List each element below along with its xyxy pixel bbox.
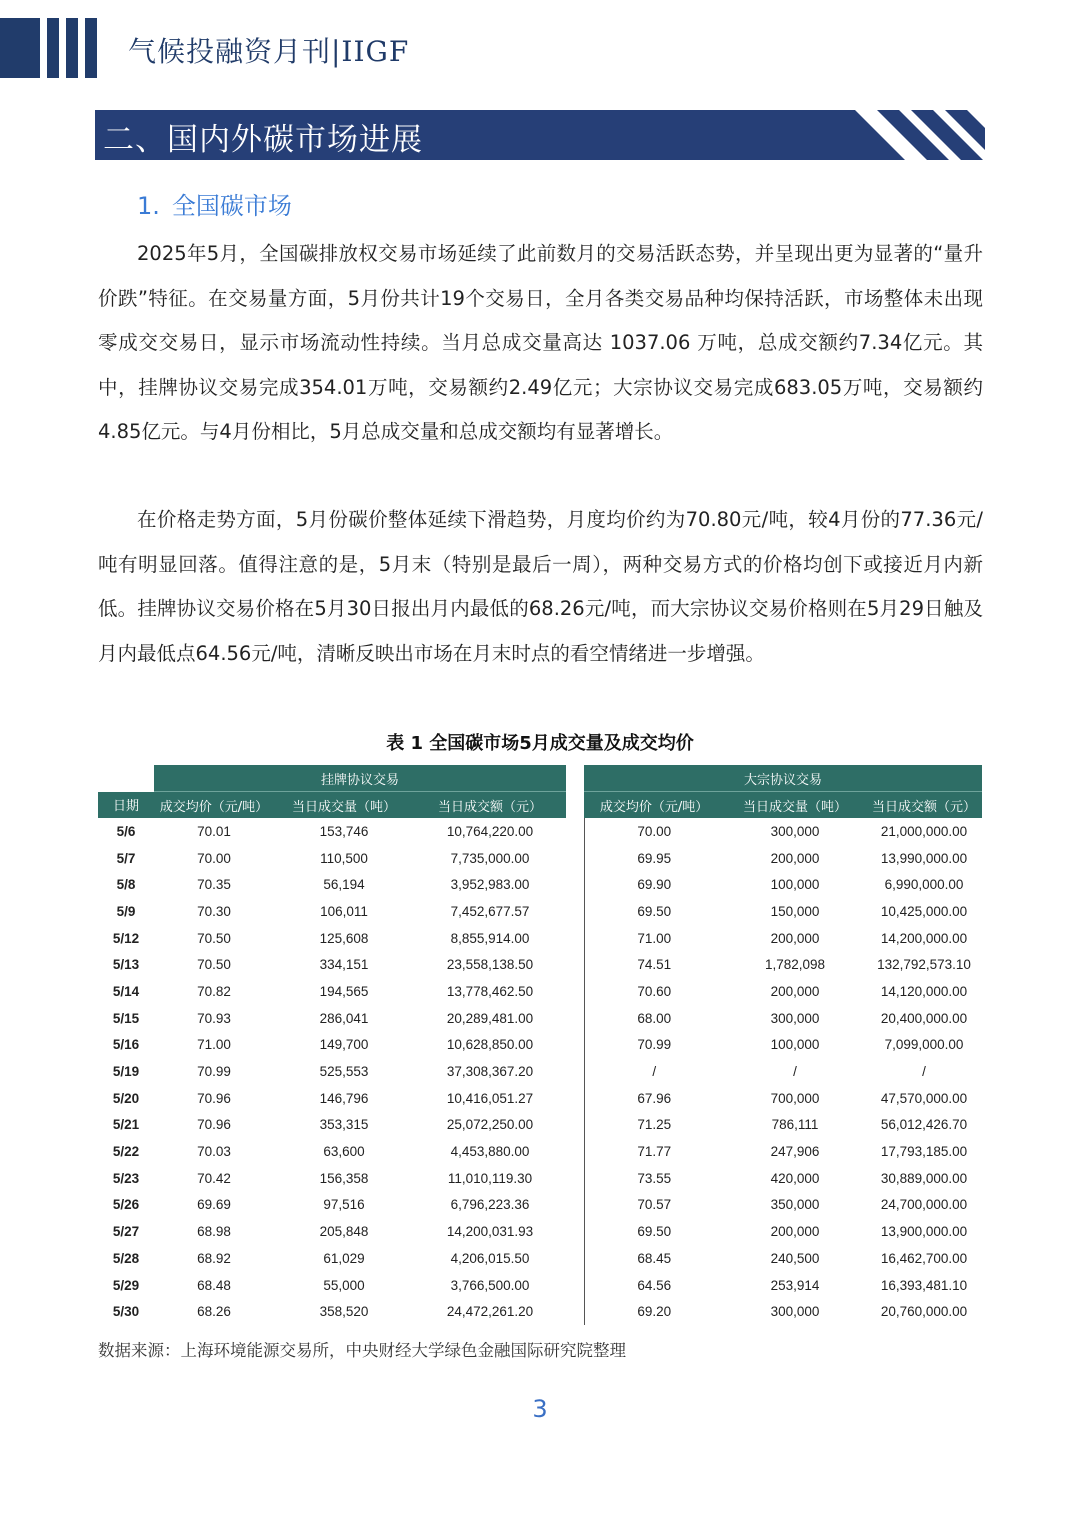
cell-listed-amount: 14,200,031.93: [446, 1224, 534, 1240]
cell-block-price: 70.57: [584, 1192, 724, 1219]
table-row: [98, 951, 982, 978]
cell-block-amount: 10,425,000.00: [880, 903, 968, 919]
cell-listed-amount: 20,289,481.00: [446, 1010, 534, 1026]
table-row: [98, 925, 982, 952]
cell-date: 5/12: [112, 930, 140, 946]
cell-block-amount: 13,990,000.00: [880, 850, 968, 866]
section-title: 二、国内外碳市场进展: [103, 122, 423, 158]
cell-block-amount: 7,099,000.00: [884, 1037, 964, 1053]
column-header-price: 成交均价（元/吨）: [584, 792, 724, 819]
cell-date: 5/26: [112, 1197, 140, 1213]
group-header-listed: 挂牌协议交易: [154, 765, 566, 792]
cell-listed-volume: 110,500: [320, 850, 368, 866]
cell-block-amount: 21,000,000.00: [880, 823, 968, 839]
cell-block-volume: 200,000: [770, 850, 820, 866]
cell-listed-amount: 13,778,462.50: [446, 983, 534, 999]
cell-block-amount: 17,793,185.00: [880, 1144, 968, 1160]
cell-listed-amount: 7,735,000.00: [450, 850, 530, 866]
cell-block-volume: 100,000: [770, 1037, 820, 1053]
page-number: 3: [532, 1395, 548, 1423]
cell-listed-volume: 56,194: [323, 877, 365, 893]
cell-block-volume: 1,782,098: [764, 957, 826, 973]
cell-block-amount: 20,760,000.00: [880, 1304, 968, 1320]
column-header-price: 成交均价（元/吨）: [154, 792, 274, 819]
cell-block-volume: 786,111: [771, 1117, 819, 1133]
cell-block-volume: 350,000: [770, 1197, 820, 1213]
cell-date: 5/28: [112, 1250, 140, 1266]
section-heading-bar: [95, 110, 985, 160]
cell-date: 5/9: [116, 903, 136, 919]
table-row: [98, 1272, 982, 1299]
table-row: [98, 978, 982, 1005]
cell-listed-price: 70.96: [197, 1090, 231, 1106]
cell-block-volume: 300,000: [770, 1010, 820, 1026]
cell-block-price: 68.00: [584, 1005, 724, 1032]
table-row: [98, 1085, 982, 1112]
stripe-decoration-icon: [855, 110, 985, 160]
cell-listed-amount: 25,072,250.00: [446, 1117, 534, 1133]
column-header-volume: 当日成交量（吨）: [724, 792, 866, 819]
cell-listed-amount: 7,452,677.57: [450, 903, 530, 919]
cell-block-price: 69.50: [584, 1218, 724, 1245]
cell-listed-volume: 146,796: [319, 1090, 369, 1106]
cell-listed-volume: 97,516: [323, 1197, 365, 1213]
cell-block-volume: 150,000: [770, 903, 820, 919]
cell-block-amount: 20,400,000.00: [880, 1010, 968, 1026]
cell-listed-volume: 61,029: [323, 1250, 365, 1266]
cell-block-volume: 253,914: [770, 1277, 820, 1293]
subsection-heading: [137, 186, 292, 221]
cell-listed-amount: 37,308,367.20: [446, 1064, 534, 1080]
cell-date: 5/13: [112, 957, 140, 973]
table-row: [98, 1218, 982, 1245]
cell-block-volume: 100,000: [770, 877, 820, 893]
cell-listed-volume: 149,700: [319, 1037, 369, 1053]
carbon-market-table: [98, 765, 982, 1325]
cell-listed-price: 70.03: [197, 1144, 231, 1160]
cell-listed-volume: 156,358: [319, 1170, 369, 1186]
cell-listed-price: 70.93: [197, 1010, 231, 1026]
cell-block-volume: 247,906: [770, 1144, 820, 1160]
cell-date: 5/14: [112, 983, 140, 999]
column-header-volume: 当日成交量（吨）: [274, 792, 414, 819]
cell-listed-volume: 358,520: [319, 1304, 369, 1320]
cell-block-price: 73.55: [584, 1165, 724, 1192]
cell-block-volume: /: [793, 1064, 797, 1080]
cell-block-amount: 16,462,700.00: [880, 1250, 968, 1266]
cell-block-price: 71.77: [584, 1138, 724, 1165]
cell-listed-amount: 10,764,220.00: [446, 823, 534, 839]
cell-block-price: 69.95: [584, 845, 724, 872]
cell-listed-price: 70.35: [197, 877, 231, 893]
cell-listed-amount: 3,766,500.00: [450, 1277, 530, 1293]
cell-listed-volume: 194,565: [319, 983, 369, 999]
cell-listed-price: 71.00: [197, 1037, 231, 1053]
cell-date: 5/29: [112, 1277, 140, 1293]
header-title: 气候投融资月刊|IIGF: [128, 35, 410, 68]
cell-date: 5/27: [112, 1224, 140, 1240]
cell-block-amount: 16,393,481.10: [880, 1277, 968, 1293]
cell-block-volume: 200,000: [770, 1224, 820, 1240]
cell-block-amount: 30,889,000.00: [880, 1170, 968, 1186]
paragraph-trading-volume: 2025年5月，全国碳排放权交易市场延续了此前数月的交易活跃态势，并呈现出更为显著的“量升价跌”特征。在交易量方面，5月份共计19个交易日，全月各类交易品种均保持活跃，市场整体未出现零成交交易日，显示市场流动性持续。当月总成交量高达 1037.06 万吨，总成交额约7.34亿元。其中，挂牌协议交易完成354.01万吨，交易额约2.49亿元；大宗协议交易完成683.05万吨，交易额约4.85亿元。与4月份相比，5月总成交量和总成交额均有显著增长。: [98, 242, 983, 443]
cell-block-price: 67.96: [584, 1085, 724, 1112]
cell-listed-price: 70.42: [197, 1170, 231, 1186]
cell-listed-volume: 55,000: [323, 1277, 365, 1293]
subsection-number: 1.: [137, 192, 160, 220]
cell-listed-price: 70.96: [197, 1117, 231, 1133]
cell-block-price: 71.00: [584, 925, 724, 952]
cell-block-price: 69.50: [584, 898, 724, 925]
cell-block-amount: 6,990,000.00: [884, 877, 964, 893]
table-row: [98, 1005, 982, 1032]
cell-listed-volume: 125,608: [319, 930, 369, 946]
table-row: [98, 1032, 982, 1059]
cell-date: 5/22: [112, 1144, 140, 1160]
paragraph-price-trend: 在价格走势方面，5月份碳价整体延续下滑趋势，月度均价约为70.80元/吨，较4月份的77.36元/吨有明显回落。值得注意的是，5月末（特别是最后一周），两种交易方式的价格均创下或接近月内新低。挂牌协议交易价格在5月30日报出月内最低的68.26元/吨，而大宗协议交易价格则在5月29日触及月内最低点64.56元/吨，清晰反映出市场在月末时点的看空情绪进一步增强。: [98, 508, 983, 665]
cell-listed-price: 68.98: [197, 1224, 231, 1240]
data-source-note: 数据来源：上海环境能源交易所，中央财经大学绿色金融国际研究院整理: [98, 1341, 626, 1360]
cell-block-price: 70.99: [584, 1032, 724, 1059]
cell-block-price: 68.45: [584, 1245, 724, 1272]
cell-listed-price: 68.48: [197, 1277, 231, 1293]
cell-block-price: 71.25: [584, 1112, 724, 1139]
column-header-amount: 当日成交额（元）: [414, 792, 566, 819]
cell-listed-volume: 334,151: [319, 957, 369, 973]
cell-listed-volume: 106,011: [320, 903, 368, 919]
cell-listed-volume: 205,848: [319, 1224, 369, 1240]
column-header-amount: 当日成交额（元）: [866, 792, 982, 819]
cell-listed-amount: 24,472,261.20: [446, 1304, 534, 1320]
cell-listed-amount: 8,855,914.00: [450, 930, 530, 946]
cell-listed-price: 70.00: [197, 850, 231, 866]
cell-listed-price: 70.50: [197, 930, 231, 946]
cell-block-volume: 200,000: [770, 983, 820, 999]
cell-block-price: 74.51: [584, 951, 724, 978]
cell-listed-volume: 286,041: [319, 1010, 369, 1026]
table-row: [98, 845, 982, 872]
column-header-date: 日期: [98, 792, 154, 819]
cell-listed-amount: 3,952,983.00: [450, 877, 530, 893]
cell-block-volume: 300,000: [770, 1304, 820, 1320]
cell-block-price: 64.56: [584, 1272, 724, 1299]
cell-block-volume: 200,000: [770, 930, 820, 946]
cell-date: 5/15: [112, 1010, 140, 1026]
cell-block-amount: 14,200,000.00: [880, 930, 968, 946]
cell-listed-amount: 23,558,138.50: [446, 957, 534, 973]
cell-block-amount: 132,792,573.10: [877, 957, 971, 973]
cell-block-price: 69.90: [584, 871, 724, 898]
cell-listed-amount: 10,416,051.27: [446, 1090, 534, 1106]
table-row: [98, 1192, 982, 1219]
cell-listed-amount: 4,453,880.00: [450, 1144, 530, 1160]
cell-date: 5/23: [112, 1170, 140, 1186]
cell-block-price: 69.20: [584, 1298, 724, 1325]
cell-block-price: /: [584, 1058, 724, 1085]
cell-listed-volume: 525,553: [319, 1064, 369, 1080]
table-row: [98, 1138, 982, 1165]
table-row: [98, 1245, 982, 1272]
header-decoration-bars: [0, 18, 100, 78]
table-row: [98, 1112, 982, 1139]
cell-date: 5/16: [112, 1037, 140, 1053]
table-row: [98, 818, 982, 845]
cell-listed-volume: 63,600: [323, 1144, 365, 1160]
cell-listed-price: 70.50: [197, 957, 231, 973]
table-row: [98, 898, 982, 925]
cell-listed-amount: 11,010,119.30: [447, 1170, 533, 1186]
cell-date: 5/7: [116, 850, 136, 866]
cell-block-amount: 14,120,000.00: [880, 983, 968, 999]
cell-block-volume: 300,000: [770, 823, 820, 839]
table-row: [98, 871, 982, 898]
table-row: [98, 1165, 982, 1192]
cell-listed-price: 70.01: [197, 823, 231, 839]
cell-date: 5/30: [112, 1304, 140, 1320]
cell-listed-amount: 4,206,015.50: [450, 1250, 530, 1266]
table-caption: 表 1 全国碳市场5月成交量及成交均价: [386, 733, 694, 754]
cell-listed-price: 68.26: [197, 1304, 231, 1320]
cell-block-amount: 47,570,000.00: [880, 1090, 968, 1106]
cell-listed-amount: 10,628,850.00: [446, 1037, 534, 1053]
cell-listed-volume: 353,315: [319, 1117, 369, 1133]
table-row: [98, 1298, 982, 1325]
table-body: [98, 818, 982, 1325]
cell-listed-amount: 6,796,223.36: [450, 1197, 530, 1213]
cell-block-volume: 420,000: [770, 1170, 820, 1186]
subsection-title: 全国碳市场: [171, 192, 292, 220]
cell-date: 5/19: [112, 1064, 140, 1080]
table-row: [98, 1058, 982, 1085]
cell-date: 5/6: [116, 823, 136, 839]
cell-block-amount: 13,900,000.00: [880, 1224, 968, 1240]
cell-listed-price: 68.92: [197, 1250, 231, 1266]
cell-block-price: 70.60: [584, 978, 724, 1005]
group-header-block: 大宗协议交易: [584, 765, 982, 792]
cell-listed-price: 70.82: [197, 983, 231, 999]
cell-block-amount: 24,700,000.00: [880, 1197, 968, 1213]
cell-block-amount: /: [922, 1064, 926, 1080]
cell-listed-volume: 153,746: [319, 823, 369, 839]
cell-block-volume: 700,000: [770, 1090, 820, 1106]
cell-date: 5/21: [112, 1117, 140, 1133]
cell-listed-price: 70.99: [197, 1064, 231, 1080]
cell-date: 5/8: [116, 877, 136, 893]
cell-block-volume: 240,500: [770, 1250, 820, 1266]
cell-block-price: 70.00: [584, 818, 724, 845]
cell-block-amount: 56,012,426.70: [880, 1117, 968, 1133]
cell-date: 5/20: [112, 1090, 140, 1106]
cell-listed-price: 70.30: [197, 903, 231, 919]
cell-listed-price: 69.69: [197, 1197, 231, 1213]
